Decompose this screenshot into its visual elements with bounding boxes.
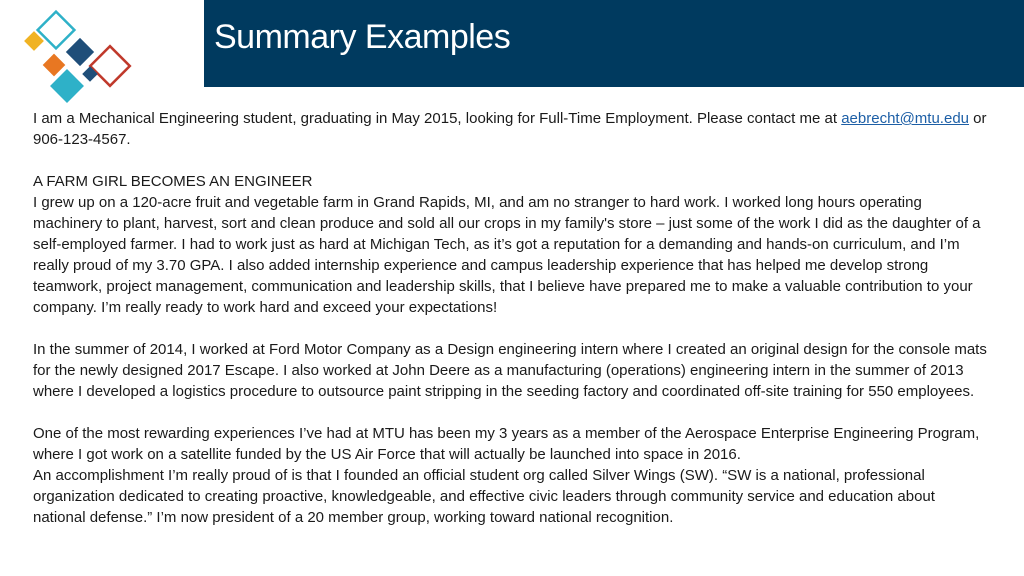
page-title: Summary Examples: [214, 18, 511, 56]
paragraph-internships: In the summer of 2014, I worked at Ford Motor Company as a Design engineering intern where I created an original design for the console mats for the newly designed 2017 Escape. I also worked at John Deere as a manufacturing (operations) engineering intern in the summer of 2013 where I developed a logistics procedure to outsource paint stripping in the seeding factory and coordinated off-site training for 550 employees.: [33, 341, 987, 400]
paragraph-aerospace: One of the most rewarding experiences I’ve had at MTU has been my 3 years as a member of the Aerospace Enterprise Engineering Program, where I got work on a satellite funded by the US Air Force that will actually be launched into space in 2016.: [33, 425, 980, 463]
section-heading: A FARM GIRL BECOMES AN ENGINEER: [33, 173, 313, 190]
title-bar: [204, 0, 1024, 87]
spacer: [33, 318, 988, 339]
logo-teal-outline-diamond: [38, 12, 75, 49]
content-body: [33, 108, 988, 528]
logo-navy-diamond: [66, 38, 94, 66]
spacer: [33, 402, 988, 423]
diamond-cluster-logo-icon: [20, 8, 135, 108]
spacer: [33, 150, 988, 171]
logo-orange-diamond: [43, 54, 66, 77]
intro-paragraph: [33, 108, 988, 150]
logo-red-outline-diamond: [90, 46, 130, 86]
intro-text: I am a Mechanical Engineering student, graduating in May 2015, looking for Full-Time Employment. Please contact me at: [33, 110, 842, 127]
paragraph-farm: I grew up on a 120-acre fruit and vegetable farm in Grand Rapids, MI, and am no stranger to hard work. I worked long hours operating machinery to plant, harvest, sort and clean produce and sold all our crops in my family's store – just some of the work I did as the daughter of a self-employed farmer. I had to work just as hard at Michigan Tech, as it’s got a reputation for a demanding and hands-on curriculum, and I’m really proud of my 3.70 GPA. I also added internship experience and campus leadership experience that has helped me develop strong teamwork, project management, communication and leadership skills, that I believe have prepared me to make a valuable contribution to your company. I’m really ready to work hard and exceed your expectations!: [33, 194, 981, 316]
paragraph-silver-wings: An accomplishment I’m really proud of is that I founded an official student org called Silver Wings (SW). “SW is a national, professional organization dedicated to creating proactive, knowledgeable, and effective civic leaders through community service and education about national defense.” I’m now president of a 20 member group, working toward national recognition.: [33, 467, 935, 526]
intro-phone-text: or 906-123-4567.: [33, 110, 987, 148]
logo-navy-small-diamond: [82, 66, 98, 82]
email-link[interactable]: aebrecht@mtu.edu: [841, 110, 970, 127]
